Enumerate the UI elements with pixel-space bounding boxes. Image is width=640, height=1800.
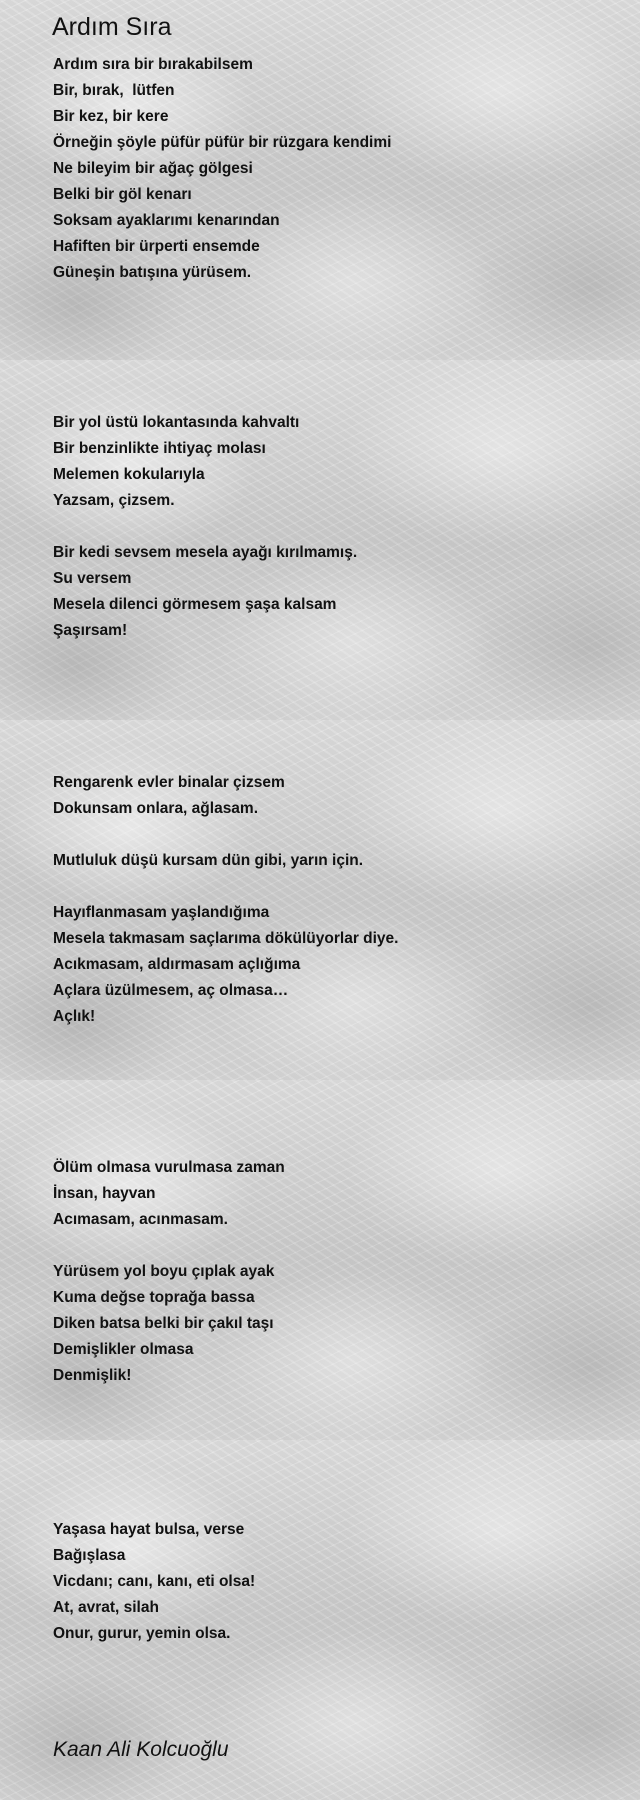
- stanza-break: [53, 514, 357, 540]
- poem-line: Rengarenk evler binalar çizsem: [53, 774, 285, 791]
- poem-line: Bir, bırak, lütfen: [53, 82, 175, 99]
- poem-stanza-5: [53, 1517, 255, 1647]
- poem-line: Şaşırsam!: [53, 622, 128, 639]
- poem-line: Açlık!: [53, 1008, 96, 1025]
- poem-line: Dokunsam onlara, ağlasam.: [53, 800, 259, 817]
- poem-line: Kuma değse toprağa bassa: [53, 1289, 255, 1306]
- poem-line: Mutluluk düşü kursam dün gibi, yarın için.: [53, 852, 364, 869]
- poem-line: Yürüsem yol boyu çıplak ayak: [53, 1263, 275, 1280]
- poem-line: Onur, gurur, yemin olsa.: [53, 1625, 231, 1642]
- poem-line: Bir benzinlikte ihtiyaç molası: [53, 440, 266, 457]
- poem-stanza-4: [53, 1155, 285, 1389]
- poem-line: Güneşin batışına yürüsem.: [53, 264, 252, 281]
- poem-line: Bir kez, bir kere: [53, 108, 169, 125]
- poem-line: Bir kedi sevsem mesela ayağı kırılmamış.: [53, 544, 358, 561]
- poem-line: Demişlikler olmasa: [53, 1341, 194, 1358]
- stanza-break: [53, 822, 398, 848]
- poem-line: Açlara üzülmesem, aç olmasa…: [53, 982, 289, 999]
- stanza-break: [53, 874, 398, 900]
- poem-line: Mesela takmasam saçlarıma dökülüyorlar diye.: [53, 930, 399, 947]
- poem-line: Ne bileyim bir ağaç gölgesi: [53, 160, 253, 177]
- poem-line: Hafiften bir ürperti ensemde: [53, 238, 260, 255]
- poem-line: Örneğin şöyle püfür püfür bir rüzgara kendimi: [53, 134, 392, 151]
- stanza-break: [53, 1233, 285, 1259]
- poem-line: İnsan, hayvan: [53, 1185, 156, 1202]
- poem-line: At, avrat, silah: [53, 1599, 159, 1616]
- poem-title: Ardım Sıra: [52, 13, 172, 41]
- poem-line: Acıkmasam, aldırmasam açlığıma: [53, 956, 301, 973]
- poem-line: Mesela dilenci görmesem şaşa kalsam: [53, 596, 337, 613]
- poem-line: Diken batsa belki bir çakıl taşı: [53, 1315, 274, 1332]
- poem-line: Bir yol üstü lokantasında kahvaltı: [53, 414, 300, 431]
- poem-line: Yazsam, çizsem.: [53, 492, 175, 509]
- poem-line: Vicdanı; canı, kanı, eti olsa!: [53, 1573, 256, 1590]
- poem-line: Su versem: [53, 570, 132, 587]
- poem-line: Denmişlik!: [53, 1367, 132, 1384]
- poem-line: Ardım sıra bir bırakabilsem: [53, 56, 253, 73]
- poem-line: Bağışlasa: [53, 1547, 126, 1564]
- poem-author: Kaan Ali Kolcuoğlu: [53, 1738, 229, 1761]
- poem-stanza-1: [53, 52, 391, 286]
- poem-line: Yaşasa hayat bulsa, verse: [53, 1521, 245, 1538]
- poem-line: Soksam ayaklarımı kenarından: [53, 212, 280, 229]
- poem-stanza-2: [53, 410, 357, 644]
- poem-line: Acımasam, acınmasam.: [53, 1211, 228, 1228]
- poem-line: Belki bir göl kenarı: [53, 186, 192, 203]
- poem-line: Ölüm olmasa vurulmasa zaman: [53, 1159, 285, 1176]
- poem-stanza-3: [53, 770, 398, 1030]
- poem-line: Melemen kokularıyla: [53, 466, 205, 483]
- poem-line: Hayıflanmasam yaşlandığıma: [53, 904, 270, 921]
